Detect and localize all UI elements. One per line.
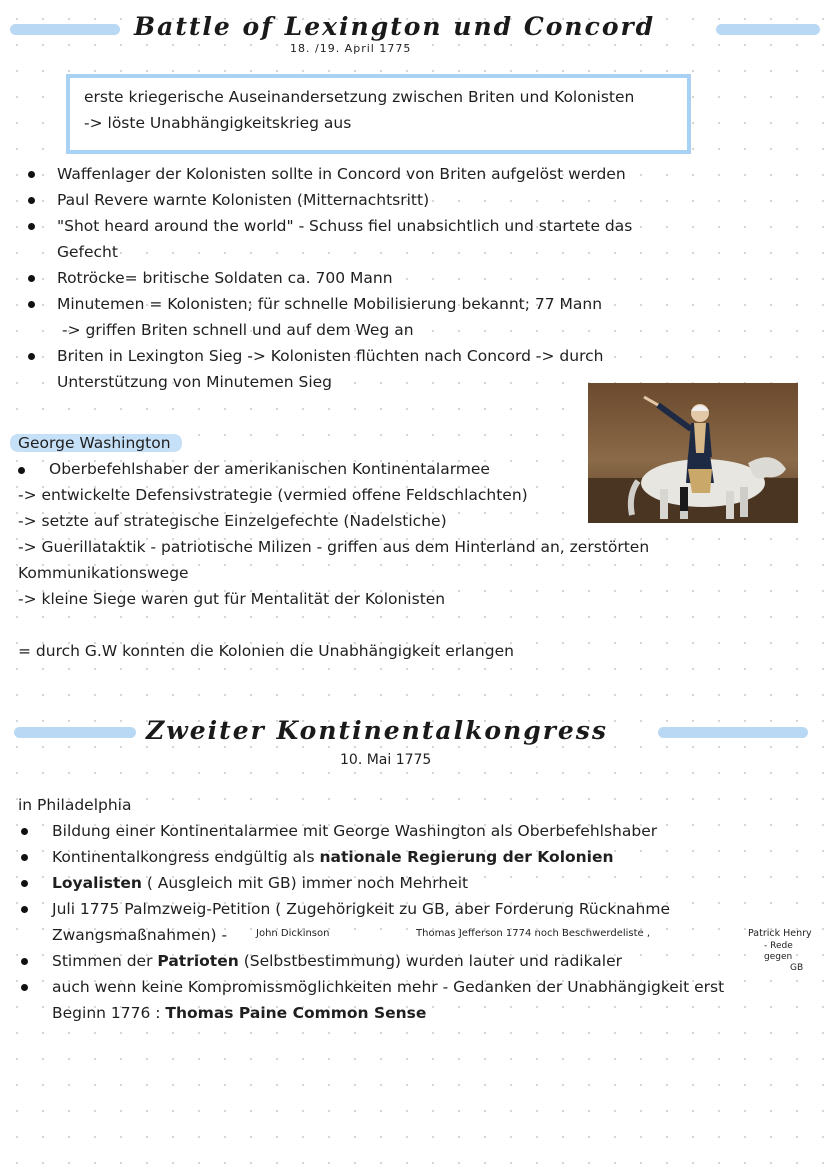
handwritten-henry: Patrick Henry [748, 928, 812, 939]
bullet-dot [21, 854, 28, 861]
list-item: Waffenlager der Kolonisten sollte in Concord von Briten aufgelöst werden [57, 165, 626, 183]
text-line: -> setzte auf strategische Einzelgefechte (Nadelstiche) [18, 512, 447, 530]
list-item-bold: Patrioten [157, 952, 239, 970]
list-item [52, 844, 614, 870]
washington-portrait-image [588, 383, 798, 523]
list-item [52, 948, 622, 974]
section-heading: George Washington [18, 434, 171, 452]
handwritten-dickinson: John Dickinson [256, 928, 330, 939]
text-line: -> entwickelte Defensivstrategie (vermied offene Feldschlachten) [18, 486, 528, 504]
list-item-text: Beginn 1776 : [52, 1004, 166, 1022]
section-title: Zweiter Kontinentalkongress [146, 716, 608, 745]
list-item [52, 870, 468, 896]
bullet-dot [21, 984, 28, 991]
title-bar-right [658, 727, 808, 738]
list-item-bold: Loyalisten [52, 874, 142, 892]
list-item-continuation: Unterstützung von Minutemen Sieg [57, 373, 333, 391]
bullet-dot [28, 197, 35, 204]
section-date: 10. Mai 1775 [340, 752, 432, 768]
handwritten-henry-line2: - Rede [764, 941, 793, 951]
text-line: -> kleine Siege waren gut für Mentalität der Kolonisten [18, 590, 446, 608]
box-line-1: erste kriegerische Auseinandersetzung zwischen Briten und Kolonisten [84, 88, 635, 106]
handwritten-henry-line3: gegen [764, 952, 793, 962]
handwritten-jefferson: Thomas Jefferson 1774 noch Beschwerdeliste , [416, 928, 651, 939]
bullet-dot [21, 880, 28, 887]
bullet-dot [28, 275, 35, 282]
page-title: Battle of Lexington und Concord [134, 12, 656, 41]
text-line: Kommunikationswege [18, 564, 189, 582]
list-item: Oberbefehlshaber der amerikanischen Kontinentalarmee [49, 460, 490, 478]
list-item-continuation: Gefecht [57, 243, 118, 261]
bullet-dot [21, 906, 28, 913]
title-bar-left [10, 24, 120, 35]
date-note: 18. /19. April 1775 [290, 42, 412, 55]
list-item-text: Kontinentalkongress endgültig als [52, 848, 320, 866]
bullet-dot [28, 171, 35, 178]
conclusion: = durch G.W konnten die Kolonien die Unabhängigkeit erlangen [18, 642, 514, 660]
bullet-dot [21, 828, 28, 835]
bullet-dot [28, 223, 35, 230]
list-item: "Shot heard around the world" - Schuss fiel unabsichtlich und startete das [57, 217, 633, 235]
bullet-dot [21, 958, 28, 965]
list-item-continuation: Zwangsmaßnahmen) - [52, 926, 228, 944]
list-item: Minutemen = Kolonisten; für schnelle Mobilisierung bekannt; 77 Mann [57, 295, 603, 313]
list-item-text: ( Ausgleich mit GB) immer noch Mehrheit [141, 874, 469, 892]
bullet-dot [18, 467, 25, 474]
title-bar-right [716, 24, 820, 35]
handwritten-henry-line4: GB [790, 963, 804, 973]
bullet-dot [28, 301, 35, 308]
list-item: Briten in Lexington Sieg -> Kolonisten flüchten nach Concord -> durch [57, 347, 604, 365]
list-item: Paul Revere warnte Kolonisten (Mitternachtsritt) [57, 191, 430, 209]
list-item-text: (Selbstbestimmung) wurden lauter und radikaler [238, 952, 623, 970]
list-item-text: Stimmen der [52, 952, 158, 970]
text-line: -> Guerillataktik - patriotische Milizen - griffen aus dem Hinterland an, zerstörten [18, 538, 650, 556]
location: in Philadelphia [18, 796, 132, 814]
list-item: Rotröcke= britische Soldaten ca. 700 Mann [57, 269, 393, 287]
list-item-continuation [52, 1000, 426, 1026]
list-item: auch wenn keine Kompromissmöglichkeiten mehr - Gedanken der Unabhängigkeit erst [52, 978, 725, 996]
bullet-dot [28, 353, 35, 360]
title-bar-left [14, 727, 136, 738]
list-item-continuation: -> griffen Briten schnell und auf dem Weg an [62, 321, 414, 339]
list-item: Bildung einer Kontinentalarmee mit George Washington als Oberbefehlshaber [52, 822, 658, 840]
list-item-bold: Thomas Paine Common Sense [165, 1004, 427, 1022]
list-item: Juli 1775 Palmzweig-Petition ( Zugehörigkeit zu GB, aber Forderung Rücknahme [52, 900, 671, 918]
box-line-2: -> löste Unabhängigkeitskrieg aus [84, 114, 352, 132]
list-item-bold: nationale Regierung der Kolonien [319, 848, 614, 866]
